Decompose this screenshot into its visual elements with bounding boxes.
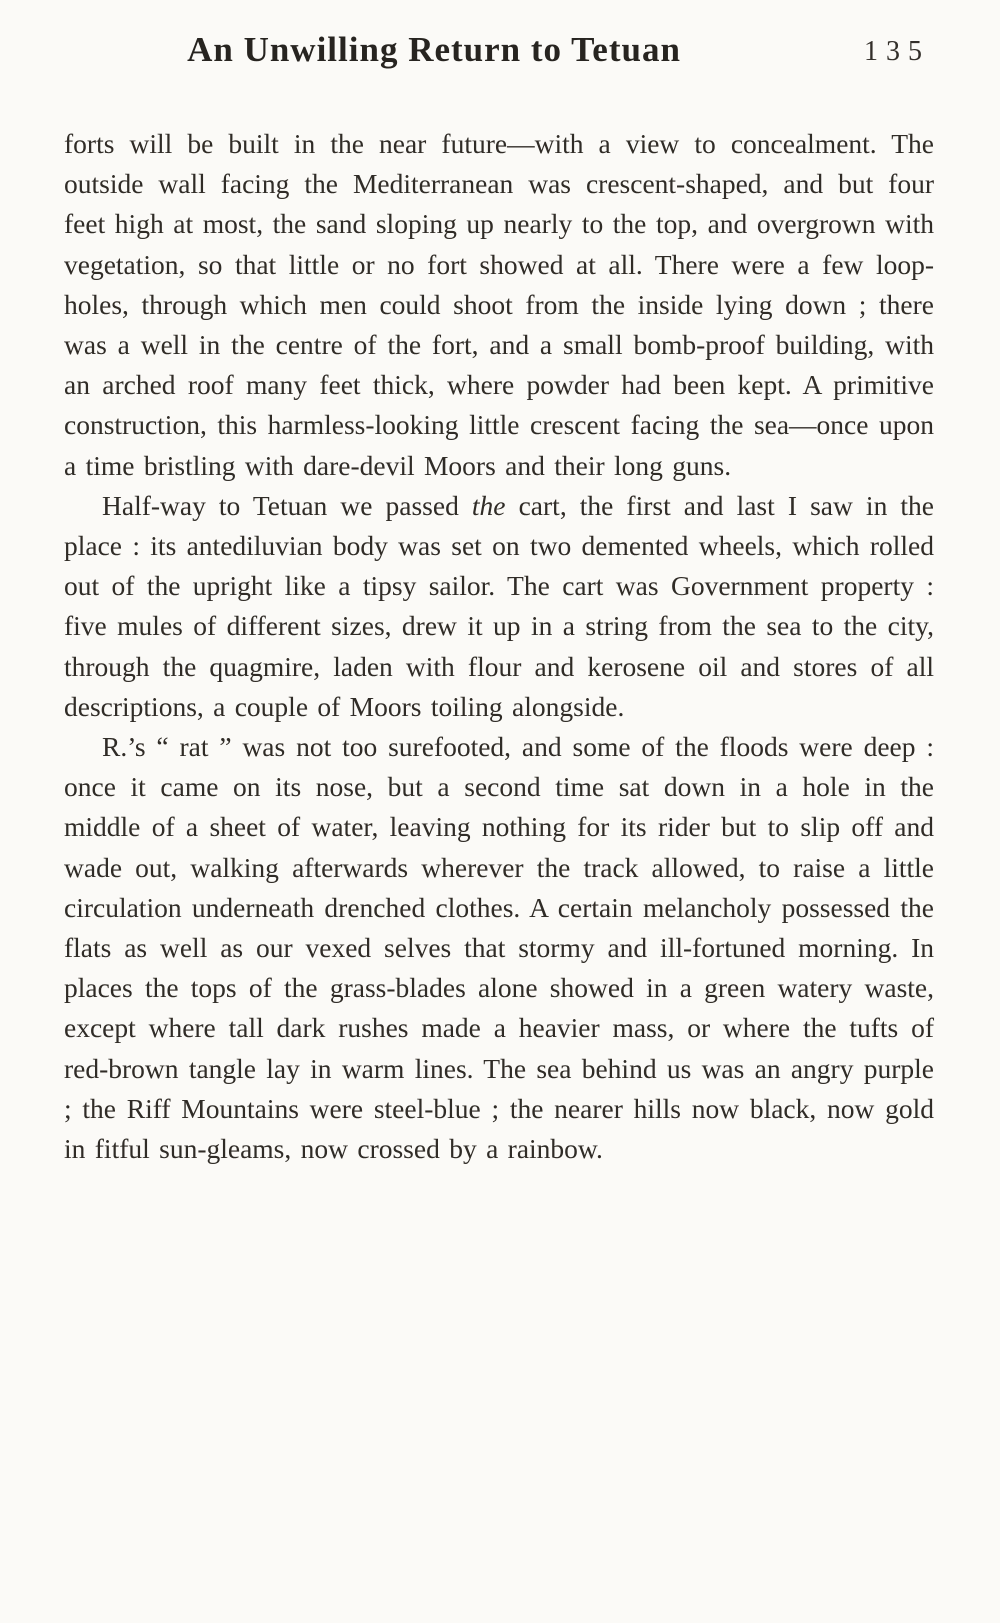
body-text: forts will be built in the near future—with a view to concealment. The outside wall facing the Mediterranean was crescent-shaped, and but four feet high at most, the sand sloping up nearly to the top, and overgrown with vegetation, so that little or no fort showed at all. There were a few loop-holes, through which men could shoot from the inside lying down ; there was a well in the centre of the fort, and a small bomb-proof building, with an arched roof many feet thick, where powder had been kept. A primitive construction, this harmless-looking little crescent facing the sea—once upon a time bristling with dare-devil Moors and their long guns. xyxy=(64,128,934,481)
page-header xyxy=(64,24,934,90)
body-text: Half-way to Tetuan we passed xyxy=(102,489,472,521)
paragraph xyxy=(64,486,934,727)
italic-text: the xyxy=(471,489,506,521)
paragraph xyxy=(64,727,934,1169)
body-text: R.’s “ rat ” was not too surefooted, and some of the floods were deep : once it came on its nose, but a second time sat down in a hole in the middle of a sheet of water, leaving nothing for its rider but to slip off and wade out, walking afterwards wherever the track allowed, to raise a little circulation underneath drenched clothes. A certain melancholy possessed the flats as well as our vexed selves that stormy and ill-fortuned morning. In places the tops of the grass-blades alone showed in a green watery waste, except where tall dark rushes made a heavier mass, or where the tufts of red-brown tangle lay in warm lines. The sea behind us was an angry purple ; the Riff Mountains were steel-blue ; the nearer hills now black, now gold in fitful sun-gleams, now crossed by a rainbow. xyxy=(64,731,934,1165)
page-title: An Unwilling Return to Tetuan xyxy=(187,30,681,69)
paragraph xyxy=(64,124,934,486)
body-text: cart, the first and last I saw in the place : its antediluvian body was set on two demented wheels, which rolled out of the upright like a tipsy sailor. The cart was Government property : five mules of different sizes, drew it up in a string from the sea to the city, through the quagmire, laden with flour and kerosene oil and stores of all descriptions, a couple of Moors toiling alongside. xyxy=(64,489,934,722)
page-number: 135 xyxy=(864,36,930,67)
page-body xyxy=(64,114,934,1169)
